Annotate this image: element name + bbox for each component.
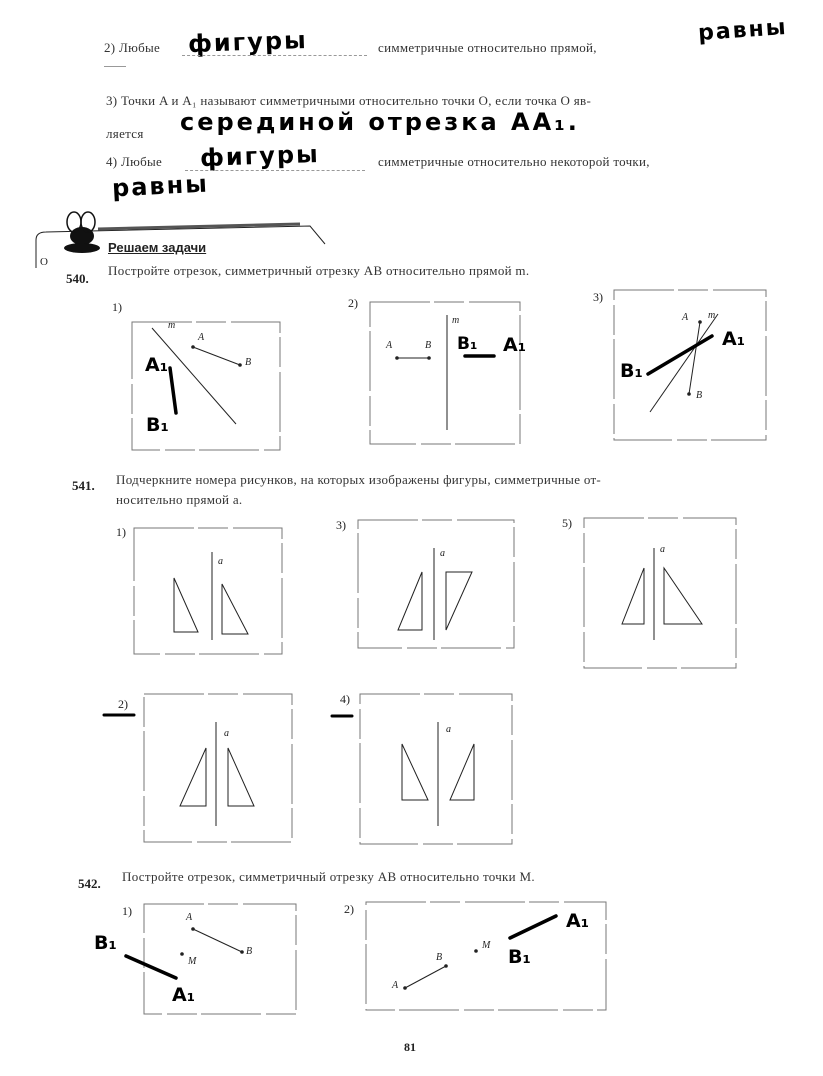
task-541-fig3-axis-label: a <box>440 548 445 559</box>
task-540-fig2-label-a1: A₁ <box>503 334 527 356</box>
task-540-fig1-label-b: B <box>245 357 252 368</box>
task-542-fig1-label-a1: A₁ <box>172 984 196 1006</box>
task-542-fig2-point-m <box>474 949 478 953</box>
task-542-fig1-label-a: A <box>186 912 193 923</box>
statement-3-prefix: ляется <box>106 126 144 141</box>
task-540-fig1-label-a1: A₁ <box>145 354 169 376</box>
task-540-fig2-label-b1: B₁ <box>457 334 478 354</box>
statement-4-answer: равны <box>111 169 210 203</box>
task-541-fig2-label: 2) <box>118 697 128 711</box>
statement-4-prefix: 4) Любые <box>106 154 163 169</box>
task-540-fig1-label-m: m <box>168 320 176 331</box>
task-541-fig1-axis-label: a <box>218 556 223 567</box>
task-542-fig2-label: 2) <box>344 902 354 916</box>
task-540-fig3-label-a1: A₁ <box>722 328 746 350</box>
task-541-fig5-label: 5) <box>562 516 572 530</box>
section-marker: O <box>40 256 48 268</box>
task-540-fig2-label-m: m <box>452 315 460 326</box>
task-540-fig1-label-a: A <box>198 332 205 343</box>
task-542-fig2-segment-a1b1 <box>510 916 556 938</box>
task-541-fig4-axis-label: a <box>446 724 451 735</box>
section-title: Решаем задачи <box>108 240 207 255</box>
task-542-fig1-label-m: M <box>188 956 197 967</box>
statement-3-line1: 3) Точки A и A₁ называют симметричными относительно точки O, если точка O яв- <box>106 93 592 108</box>
task-541-fig1-label: 1) <box>116 525 126 539</box>
task-542-fig2-segment-ab <box>405 966 446 988</box>
task-542-fig2-label-b: B <box>436 952 443 963</box>
task-542-fig2-label-b1: B₁ <box>508 946 531 968</box>
task-540-fig1-label: 1) <box>112 300 122 314</box>
task-542-text: Постройте отрезок, симметричный отрезку AB относительно точки M. <box>122 869 535 884</box>
task-542-fig2-label-a: A <box>392 980 399 991</box>
task-541-text-line1: Подчеркните номера рисунков, на которых изображены фигуры, симметричные от- <box>116 472 602 487</box>
task-541-fig3-label: 3) <box>336 518 346 532</box>
task-540-fig3-label-b1: B₁ <box>620 360 643 382</box>
task-542-fig2-point-b <box>444 964 448 968</box>
statement-2-prefix: 2) Любые <box>104 40 161 55</box>
task-542-fig1-label: 1) <box>122 904 132 918</box>
task-540-fig3-label-m: m <box>708 310 716 321</box>
task-542-fig2-point-a <box>403 986 407 990</box>
statement-2-answer: равны <box>697 14 789 47</box>
task-540-fig2-label-b: B <box>425 340 432 351</box>
task-541-number: 541. <box>72 478 95 493</box>
task-540-fig2-label-a: A <box>386 340 393 351</box>
task-541-fig4-label: 4) <box>340 692 350 706</box>
task-542-fig2-label-m: M <box>482 940 491 951</box>
task-540-fig1-label-b1: B₁ <box>146 414 169 436</box>
task-542-number: 542. <box>78 876 101 891</box>
task-540-number: 540. <box>66 271 89 286</box>
task-541-fig2-axis-label: a <box>224 728 229 739</box>
task-541-fig5-axis-label: a <box>660 544 665 555</box>
task-540-fig3-label-a: A <box>682 312 689 323</box>
statement-2-text: симметричные относительно прямой, <box>378 40 597 55</box>
statement-3-answer: серединой отрезка AA₁. <box>180 108 580 136</box>
page-number: 81 <box>404 1040 416 1054</box>
task-542-fig1-label-b1: B₁ <box>94 932 117 954</box>
task-542-fig1-label-b: B <box>246 946 253 957</box>
task-540-fig3-label: 3) <box>593 290 603 304</box>
statement-4-text: симметричные относительно некоторой точки, <box>378 154 650 169</box>
task-542-fig2-label-a1: A₁ <box>566 910 590 932</box>
statement-2-fill: фигуры <box>187 25 309 59</box>
task-540-fig2-label: 2) <box>348 296 358 310</box>
task-540-fig3-label-b: B <box>696 390 703 401</box>
statement-4-fill: фигуры <box>199 139 321 173</box>
task-541-text-line2: носительно прямой a. <box>116 492 243 507</box>
task-540-text: Постройте отрезок, симметричный отрезку AB относительно прямой m. <box>108 263 530 278</box>
